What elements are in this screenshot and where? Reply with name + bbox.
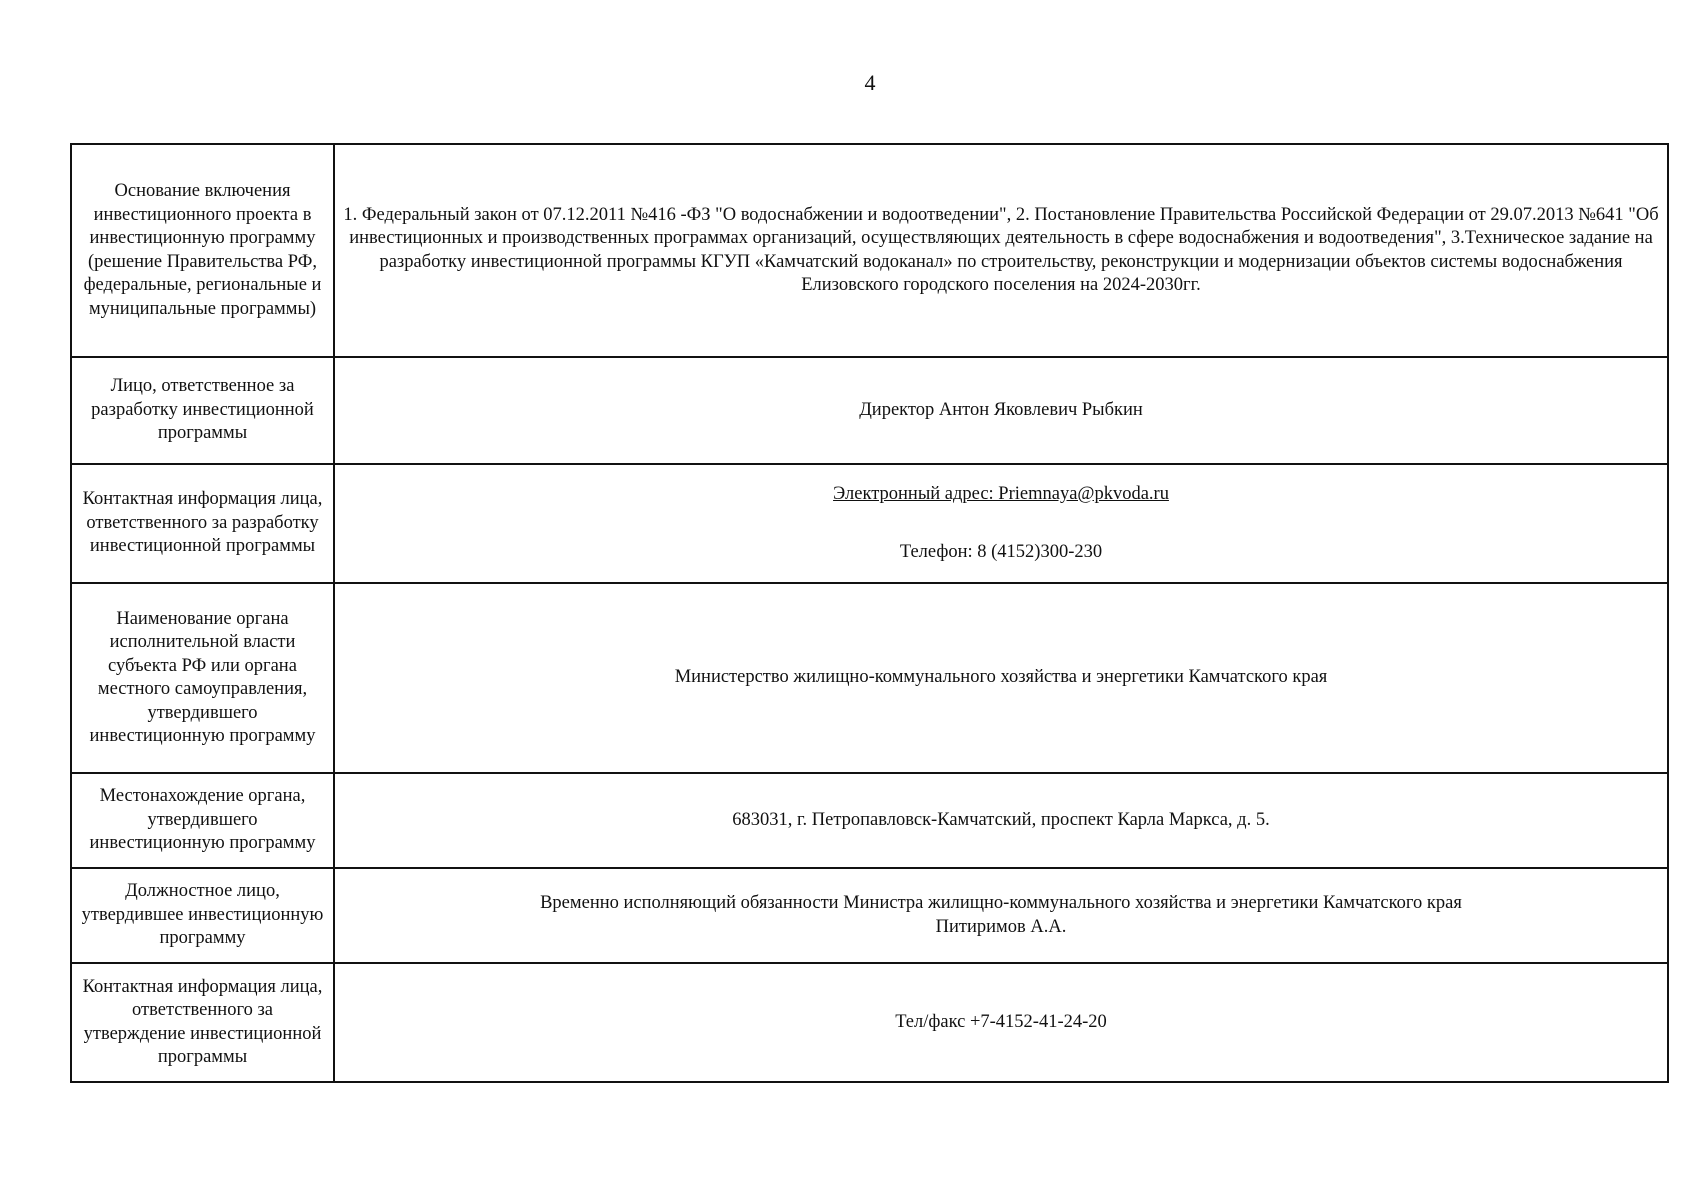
table-row (71, 464, 1668, 583)
row-value-approver-contact: Тел/факс +7-4152-41-24-20 (334, 963, 1668, 1082)
official-name: Питиримов А.А. (935, 916, 1067, 937)
table-row (71, 773, 1668, 868)
row-value-authority-location: 683031, г. Петропавловск-Камчатский, проспект Карла Маркса, д. 5. (334, 773, 1668, 868)
table-row (71, 963, 1668, 1082)
table-row (71, 144, 1668, 357)
table-row (71, 357, 1668, 464)
row-label-approving-authority: Наименование органа исполнительной власти субъекта РФ или органа местного самоуправления, утвердившего инвестиционную программу (71, 583, 334, 773)
row-label-developer-contact: Контактная информация лица, ответственного за разработку инвестиционной программы (71, 464, 334, 583)
official-position: Временно исполняющий обязанности Министра жилищно-коммунального хозяйства и энергетики Камчатского края (540, 893, 1462, 913)
row-label-responsible-developer: Лицо, ответственное за разработку инвестиционной программы (71, 357, 334, 464)
row-value-responsible-developer: Директор Антон Яковлевич Рыбкин (334, 357, 1668, 464)
row-label-authority-location: Местонахождение органа, утвердившего инвестиционную программу (71, 773, 334, 868)
row-value-developer-contact (334, 464, 1668, 583)
investment-program-info-table (70, 143, 1669, 1083)
phone-number: Телефон: 8 (4152)300-230 (899, 541, 1103, 562)
row-label-approver-contact: Контактная информация лица, ответственного за утверждение инвестиционной программы (71, 963, 334, 1082)
email-link[interactable]: Электронный адрес: Priemnaya@pkvoda.ru (833, 484, 1169, 504)
row-value-basis: 1. Федеральный закон от 07.12.2011 №416 -ФЗ "О водоснабжении и водоотведении", 2. Постановление Правительства Российской Федерации от 29.07.2013 №641 "Об инвестиционных и производственных программах организаций, осуществляющих деятельность в сфере водоснабжения и водоотведения", 3.Техническое задание на разработку инвестиционной программы КГУП «Камчатский водоканал» по строительству, реконструкции и модернизации объектов системы водоснабжения Елизовского городского поселения на 2024-2030гг. (334, 144, 1668, 357)
row-label-basis: Основание включения инвестиционного проекта в инвестиционную программу (решение Правительства РФ, федеральные, региональные и муниципальные программы) (71, 144, 334, 357)
row-value-approving-official (334, 868, 1668, 963)
table-row (71, 583, 1668, 773)
page-number: 4 (864, 70, 876, 95)
row-label-approving-official: Должностное лицо, утвердившее инвестиционную программу (71, 868, 334, 963)
row-value-approving-authority: Министерство жилищно-коммунального хозяйства и энергетики Камчатского края (334, 583, 1668, 773)
table-row (71, 868, 1668, 963)
